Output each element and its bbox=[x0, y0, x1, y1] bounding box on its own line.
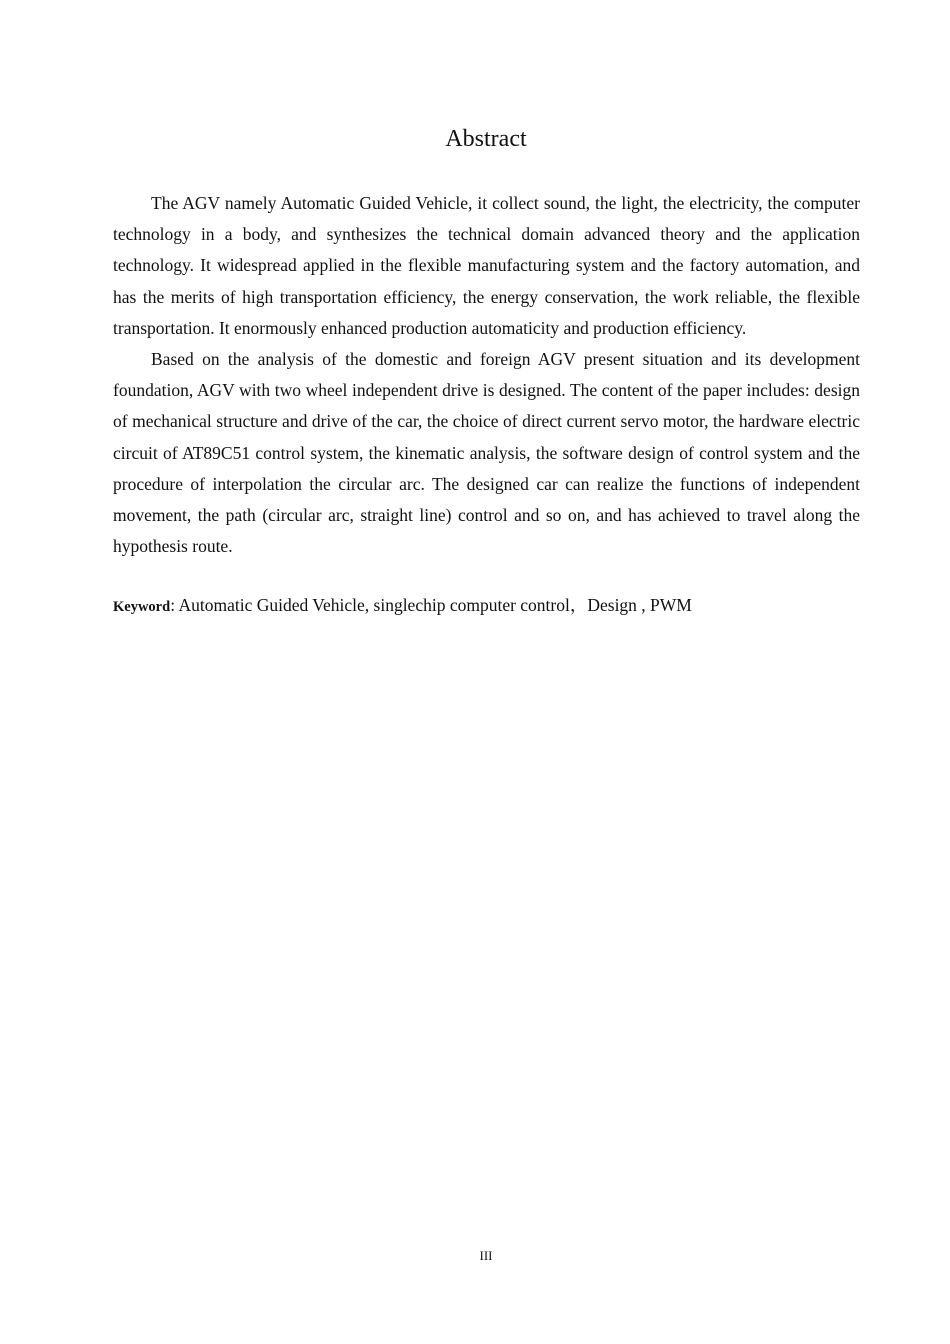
keyword-separator: : bbox=[170, 595, 179, 615]
abstract-paragraph-2: Based on the analysis of the domestic and foreign AGV present situation and its development foundation, AGV with two wheel independent drive is designed. The content of the paper includes: design of mechanical structure and drive of the car, the choice of direct current servo motor, the hardware electric circuit of AT89C51 control system, the kinematic analysis, the software design of control system and the procedure of interpolation the circular arc. The designed car can realize the functions of independent movement, the path (circular arc, straight line) control and so on, and has achieved to travel along the hypothesis route. bbox=[113, 349, 860, 557]
keyword-list: Automatic Guided Vehicle, singlechip computer control，Design , PWM bbox=[178, 595, 692, 615]
keyword-label: Keyword bbox=[113, 599, 171, 615]
page-number: III bbox=[479, 1248, 493, 1263]
keyword-line bbox=[113, 593, 873, 619]
abstract-body bbox=[113, 188, 860, 562]
abstract-paragraph-1: The AGV namely Automatic Guided Vehicle, it collect sound, the light, the electricity, the computer technology in a body, and synthesizes the technical domain advanced theory and the application technology. It widespread applied in the flexible manufacturing system and the factory automation, and has the merits of high transportation efficiency, the energy conservation, the work reliable, the flexible transportation. It enormously enhanced production automaticity and production efficiency. bbox=[113, 193, 860, 338]
abstract-title: Abstract bbox=[445, 126, 527, 152]
